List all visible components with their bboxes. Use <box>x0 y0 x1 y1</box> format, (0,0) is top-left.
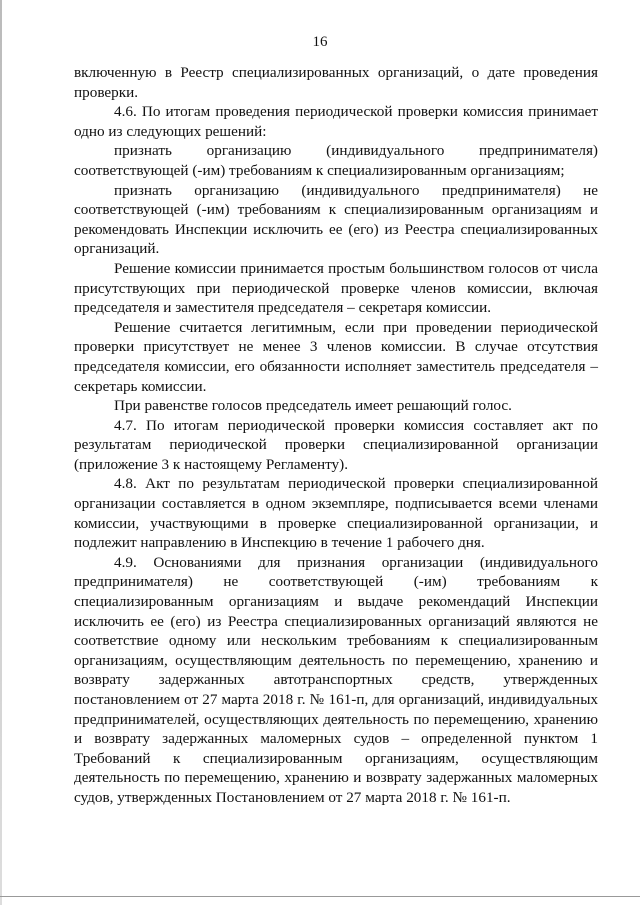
paragraph-4-8: 4.8. Акт по результатам периодической проверки специализированной организации составляется в одном экземпляре, подписывается всеми членами комиссии, участвующими в проверке специализированной организации, и подлежит направлению в Инспекцию в течение 1 рабочего дня. <box>74 475 598 552</box>
paragraph-decision-noncompliant: признать организацию (индивидуального предпринимателя) не соответствующей (-им) требованиям к специализированным организациям и рекомендовать Инспекции исключить ее (его) из Реестра специализированных организаций. <box>74 181 598 258</box>
paragraph-4-7: 4.7. По итогам периодической проверки комиссия составляет акт по результатам периодической проверки специализированной организации (приложение 3 к настоящему Регламенту). <box>74 416 598 473</box>
scan-left-edge <box>0 0 2 905</box>
paragraph-continuation: включенную в Реестр специализированных организаций, о дате проведения проверки. <box>74 64 598 101</box>
bottom-divider <box>0 896 640 897</box>
paragraph-tie-vote: При равенстве голосов председатель имеет решающий голос. <box>114 397 512 415</box>
page-number: 16 <box>312 34 328 50</box>
paragraph-4-6: 4.6. По итогам проведения периодической проверки комиссия принимает одно из следующих решений: <box>74 103 598 140</box>
document-body <box>74 63 598 808</box>
paragraph-4-9: 4.9. Основаниями для признания организации (индивидуального предпринимателя) не соответствующей (-им) требованиям к специализированным организациям и выдаче рекомендаций Инспекции исключить ее (его) из Реестра специализированных организаций являются не соответствие одному или нескольким требованиям к специализированным организациям, осуществляющим деятельность по перемещению, хранению и возврату задержанных автотранспортных средств, утвержденных постановлением от 27 марта 2018 г. № 161-п, для организаций, индивидуальных предпринимателей, осуществляющих деятельность по перемещению, хранению и возврату задержанных маломерных судов – определенной пунктом 1 Требований к специализированным организациям, осуществляющим деятельность по перемещению, хранению и возврату задержанных маломерных судов, утвержденных Постановлением от 27 марта 2018 г. № 161-п. <box>74 553 598 806</box>
paragraph-majority-vote: Решение комиссии принимается простым большинством голосов от числа присутствующих при периодической проверке членов комиссии, включая председателя и заместителя председателя – секретаря комиссии. <box>74 259 598 317</box>
paragraph-decision-compliant: признать организацию (индивидуального предпринимателя) соответствующей (-им) требованиям к специализированным организациям; <box>74 142 598 179</box>
paragraph-quorum: Решение считается легитимным, если при проведении периодической проверки присутствует не менее 3 членов комиссии. В случае отсутствия председателя комиссии, его обязанности исполняет заместитель председателя – секретарь комиссии. <box>74 318 598 395</box>
